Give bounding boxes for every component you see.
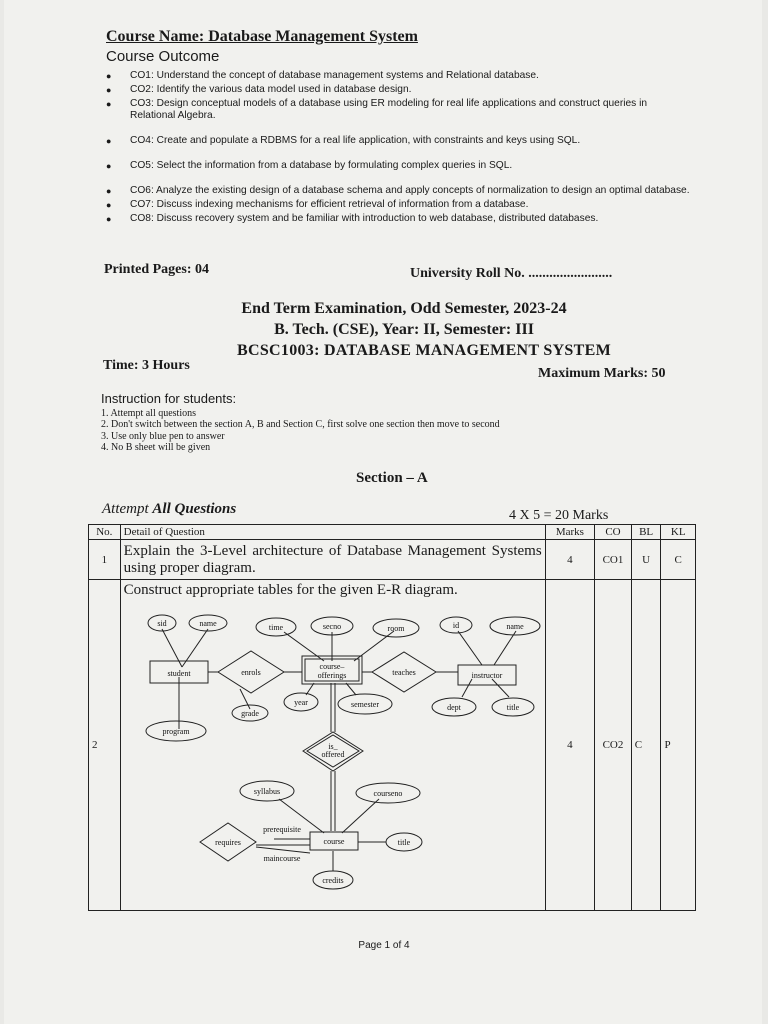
- question-co: CO2: [595, 580, 632, 911]
- question-table: [88, 524, 696, 911]
- question-bl: U: [631, 540, 661, 580]
- er-attr-id: id: [452, 621, 459, 630]
- outcome-item: ● CO3: Design conceptual models of a database using ER modeling for real life applications and construct queries in Relational Algebra.: [104, 98, 694, 122]
- attempt-instruction: [102, 501, 236, 518]
- printed-pages: Printed Pages: 04: [104, 262, 209, 277]
- table-row: [89, 580, 696, 911]
- instruction-item: 1. Attempt all questions: [101, 408, 196, 419]
- col-header-bl: BL: [631, 525, 661, 540]
- er-entity-course: course: [323, 837, 345, 846]
- er-attr-secno: secno: [322, 622, 341, 631]
- instructions-list: [101, 408, 500, 454]
- col-header-detail: Detail of Question: [120, 525, 545, 540]
- question-text: Construct appropriate tables for the given E-R diagram.: [123, 582, 458, 598]
- er-attr-room: room: [387, 624, 405, 633]
- er-rel-enrols: enrols: [240, 668, 261, 677]
- question-detail: [120, 540, 545, 580]
- col-header-kl: KL: [661, 525, 696, 540]
- instruction-item: 3. Use only blue pen to answer: [101, 430, 225, 442]
- attempt-bold: All Questions: [152, 501, 237, 517]
- question-text: Explain the 3-Level architecture of Database Management Systems using proper diagram.: [123, 542, 542, 576]
- course-outcome-title: Course Outcome: [106, 48, 220, 65]
- col-header-marks: Marks: [545, 525, 594, 540]
- er-entity-course-offerings: course–: [319, 662, 345, 671]
- er-attr-syllabus: syllabus: [253, 787, 280, 796]
- course-code-line: BCSC1003: DATABASE MANAGEMENT SYSTEM: [237, 342, 611, 359]
- er-diagram: [124, 599, 542, 905]
- question-marks: 4: [545, 540, 594, 580]
- outcome-item: ● CO7: Discuss indexing mechanisms for efficient retrieval of information from a database.: [104, 199, 694, 211]
- course-name: Course Name: Database Management System: [106, 28, 418, 45]
- er-rel-teaches: teaches: [391, 668, 416, 677]
- er-entity-course-offerings-2: offerings: [317, 671, 347, 680]
- er-attr-instructor-name: name: [506, 622, 524, 631]
- er-rel-is-offered: is_: [328, 742, 338, 751]
- instructions-title: Instruction for students:: [101, 391, 237, 406]
- instruction-item: 2. Don't switch between the section A, B and Section C, first solve one section then move to second: [101, 419, 500, 431]
- er-role-prerequisite: prerequisite: [262, 825, 301, 834]
- page-number: Page 1 of 4: [358, 940, 410, 951]
- question-no: 1: [89, 540, 121, 580]
- outcome-item: ● CO5: Select the information from a database by formulating complex queries in SQL.: [104, 160, 694, 172]
- program-line: B. Tech. (CSE), Year: II, Semester: III: [274, 321, 534, 338]
- question-bl: C: [631, 580, 661, 911]
- outcome-item: ● CO2: Identify the various data model used in database design.: [104, 84, 694, 96]
- outcome-item: ● CO4: Create and populate a RDBMS for a real life application, with constraints and keys using SQL.: [104, 135, 694, 147]
- max-marks: Maximum Marks: 50: [538, 366, 666, 381]
- er-attr-program: program: [162, 727, 190, 736]
- question-marks: 4: [545, 580, 594, 911]
- er-attr-title: title: [506, 703, 519, 712]
- er-rel-requires: requires: [214, 838, 241, 847]
- er-attr-course-title: title: [397, 838, 410, 847]
- er-attr-time: time: [268, 623, 283, 632]
- question-detail: [120, 580, 545, 911]
- question-co: CO1: [595, 540, 632, 580]
- course-outcome-list: [104, 70, 694, 227]
- er-entity-student: student: [167, 669, 191, 678]
- exam-title: End Term Examination, Odd Semester, 2023-24: [241, 300, 567, 317]
- er-attr-year: year: [293, 698, 308, 707]
- section-title: Section – A: [356, 470, 428, 486]
- table-row: [89, 540, 696, 580]
- university-roll-no: University Roll No. ........................: [410, 266, 613, 281]
- er-role-maincourse: maincourse: [263, 854, 301, 863]
- outcome-item: ● CO6: Analyze the existing design of a database schema and apply concepts of normalization to design an optimal database.: [104, 185, 694, 197]
- er-attr-semester: semester: [350, 700, 379, 709]
- table-header-row: [89, 525, 696, 540]
- instruction-item: 4. No B sheet will be given: [101, 442, 211, 454]
- er-attr-courseno: courseno: [373, 789, 403, 798]
- attempt-prefix: Attempt: [102, 501, 153, 517]
- col-header-co: CO: [595, 525, 632, 540]
- er-attr-sid: sid: [157, 619, 167, 628]
- outcome-item: ● CO8: Discuss recovery system and be familiar with introduction to web database, distributed databases.: [104, 213, 694, 225]
- er-attr-grade: grade: [240, 709, 259, 718]
- outcome-item: ● CO1: Understand the concept of database management systems and Relational database.: [104, 70, 694, 82]
- er-attr-credits: credits: [322, 876, 344, 885]
- question-kl: C: [661, 540, 696, 580]
- question-no: 2: [89, 580, 121, 911]
- er-rel-is-offered-2: offered: [321, 750, 345, 759]
- er-attr-dept: dept: [446, 703, 461, 712]
- section-marks: 4 X 5 = 20 Marks: [509, 508, 609, 523]
- er-entity-instructor: instructor: [471, 671, 503, 680]
- er-attr-name: name: [199, 619, 217, 628]
- exam-time: Time: 3 Hours: [103, 358, 190, 373]
- question-kl: P: [661, 580, 696, 911]
- col-header-no: No.: [89, 525, 121, 540]
